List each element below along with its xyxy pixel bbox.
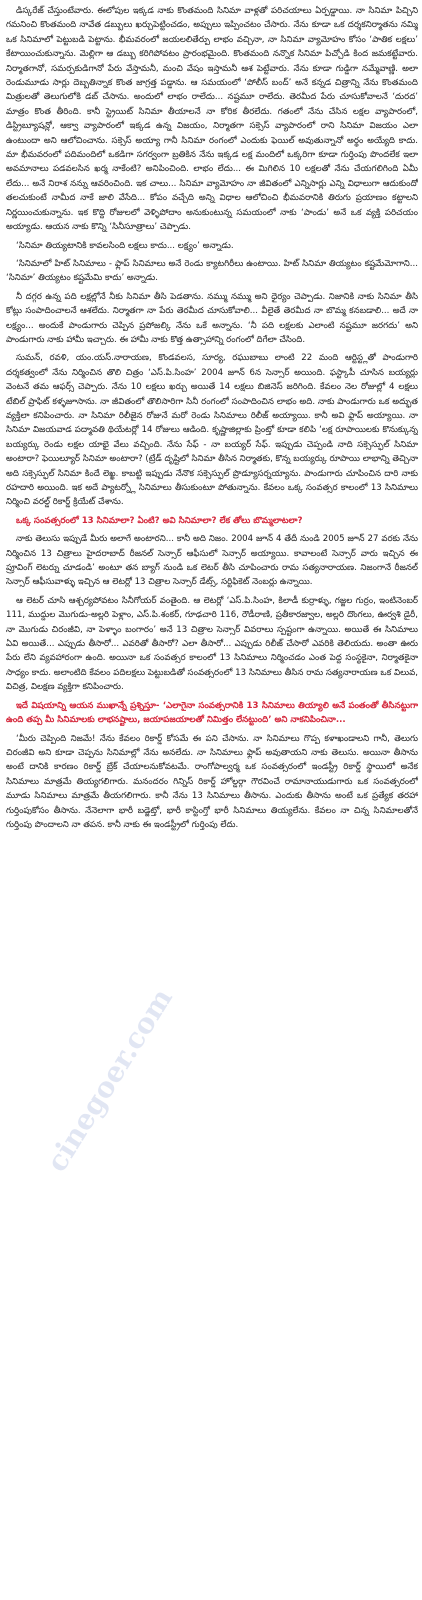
paragraph-3: ‘సినిమాలో హిట్ సినిమాలు - ఫ్లాప్ సినిమాలు అనే రెండు క్యాటగిరీలు ఉంటాయి. హిట్ సినిమా తియ్యటం కష్టమేమోగాని... ‘సినిమా’ తియ్యటం కష్టమేమి కాదు’ అన్నాడు. bbox=[6, 258, 418, 284]
watermark: cinegoer.com bbox=[40, 982, 179, 1178]
paragraph-10: ‘మీరు చెప్పింది నిజమే! నేను కేవలం రికార్డ్ కోసమే ఈ పని చేసాను. నా సినిమాలు గొప్ప కళాఖండాలని గానీ, తెలుగు చిరంజీవి అని కూడా చెప్పను సినిమాల్లో నేను అనలేదు. నా సినిమాలు ఫ్లాప్ అవుతాయని నాకు తెలుసు. అయినా తీసాను అంటే దానికి కారణం రికార్డ్ బ్రేక్ చేయాలనుకోవటమే. రాంగోపాల్వర్మ ఒక సంవత్సరంలో ఇండస్ట్రీ రికార్డ్ స్థాయిలో అనేక సినిమాలు మాత్రమే తియ్యగలిగారు. మనందరం గిన్నిస్ రికార్డ్ హోల్డర్గా గౌరవించే రామానాయుడుగారు ఒక సంవత్సరంలో మూడు సినిమాలు మాత్రమే తీయగలిగారు. కానీ నేను 13 సినిమాలు తీసాను. ఎందుకు తీసాను అంటే ఒక ప్రత్యేక తరహా గుర్తింపుకోసం తీసాను. నేనెలాగా భారీ బడ్జెట్తో, భారీ కాస్టింగ్తో భారీ సినిమాలు తియ్యలేను. కేవలం నా చిన్న సినిమాలతోనే గుర్తింపు పొందాలని నా తపన. కానీ నాకు ఈ ఇండస్ట్రీలో గుర్తింపు లేదు. bbox=[6, 733, 418, 830]
paragraph-1: డిస్కరేజ్ చేస్తుంటేవారు. ఈలోపుల ఇక్కడ నాకు కొంతమంది సినిమా వాళ్లతో పరిచయాలు ఏర్పడ్డాయి. నా సినిమా పిచ్చిని గమనించి కొంతమంది నావేత డబ్బులు ఖర్చుపెట్టించడం, అప్పులు ఇప్పించటం చేసారు. నేను కూడా ఒక దర్శకనిర్మాతను నమ్మి ఒక సినిమాలో పెట్టుబడి పెట్టాను. భీమవరంలో జయలలితేర్పు లాభం వచ్చినా, నా సినిమా వ్యామోహం కోసం ‘పాతిక లక్షలు’ కేటాయించుకున్నాను. మెల్లిగా ఆ డబ్బు కరిగిపోవటం ప్రారంభమైంది. కొంతమంది నన్నొక సినిమా పిచ్చోడి కింద జమకట్టేవారు. నిర్మాతగానో, సమర్పకుడిగానో పేరు వేస్తామనీ, మంచి వేషం ఇస్తామనీ ఆశ పెట్టేవారు. నేను కూడా గుడ్డిగా నమ్మేవాణ్ణి. అలా రెండుమూడు సార్లు దెబ్బతిన్నాక కొంత జాగ్రత్త పడ్డాను. ఆ సమయంలో ‘పోలీస్ బంద్’ అనే కన్నడ చిత్రాన్ని నేను కొంతమంది మిత్రులతో తెలుగులోకి డబ్ చేసాను. అందులో లాభం రాలేదు... నష్టమూ రాలేదు. తెరమీద పేరు చూసుకోవాలనే ‘దురద’ మాత్రం కొంత తీరింది. కానీ స్ట్రెయిట్ సినిమా తీయాలనే నా కోరిక తీరలేదు. గతంలో నేను చేసిన లక్షల వ్యాపారంలో, డిస్ట్రిబ్యూషన్లో, ఆక్వా వ్యాపారంలో ఇక్కడ ఉన్న విజయం, నిర్మాతగా సక్సెస్ వ్యాపారంలో రాని సినిమా విజయం ఎలా ఉంటుందా అని ఆలోచించాను. సక్సెస్ అయ్యా గానీ సినిమా రంగంలో ఎందుకు ఫెయిల్ అవుతున్నానో అర్థం అయ్యేది కాదు. మా భీమవరంలో పదిమందిలో ఒకడిగా సగర్వంగా బ్రతికిన నేను ఇక్కడ లక్ష మందిలో ఒక్కరిగా కూడా గుర్తింపు పొందలేక ఇలా అవమానాలు పడవలసిన ఖర్మ నాకేంటి? అనిపించింది. లాభం లేదు... ఈ మిగిలిన 10 లక్షలతో నేను చేయగలిగింది ఏమీ లేదు... అనే నిరాశ నన్ను ఆవరించింది. ఇక చాలు... సినిమా వ్యామోహం నా జీవితంలో ఎన్నిసార్లు ఎన్ని విధాలుగా ఆదుకుందో తలచుకుంటే నామీద నాకే జాలి వేసేది... కోపం వచ్చేది అన్ని విధాల ఆలోచించి భీమవరానికి తిరుగు ప్రయాణం కట్టాలని నిర్ణయించుకున్నాను. ఇక కొద్ది రోజులలో వెళ్ళిపోదాం అనుకుంటున్న సమయంలో నాకు ‘పాండు’ అనే ఒక వ్యక్తి పరిచయం అయ్యాడు. ఆయన నాకు కొన్ని ‘సినీసూత్రాలు’ చెప్పాడు. bbox=[6, 6, 418, 233]
highlight-interviewer-question: ఇదే విషయాన్ని ఆయన ముఖాన్నే ప్రశ్నిస్తూ- ‘ఎలాగైనా సంవత్సరానికి 13 సినిమాలు తియ్యాలి అనే పంతంతో తీసినట్టుగా ఉంది తప్ప మీ సినిమాలకు లాభనష్టాలు, జయాపజయాలతో నిమిత్తం లేనట్టుంది’ అని నాకనిపించినా... bbox=[6, 700, 418, 726]
paragraph-8: ఆ లెటర్ చూసి ఆశ్చర్యపోవటం సినీగోయర్ వంతైంది. ఆ లెటర్లో ‘ఎస్.పి.సింహ, కిలాడీ కుర్రాళ్ళు, గజ్జల గుర్రం, ఇంటినెంబర్ 111, ముద్దుల మొగుడు-అల్లరి పెళ్లాం, ఎస్.పి.శంకర్, గూఢచారి 116, రౌడీరాణి, ప్రతీకారజ్వాల, అల్లరి దొంగలు, ఊర్వశి డైరీ, నా మొగుడు చిరంజీవి, నా పెళ్ళాం బంగారం’ అనే 13 చిత్రాల సెన్సార్ వివరాలు స్పష్టంగా ఉన్నాయి. అయితే ఈ సినిమాలు ఏవి అయితే... ఎప్పుడు తీసారో... ఎవరితో తీసారో? ఎలా తీసారో... ఎప్పుడు రిలీజ్ చేసారో ఎవరికి తెలియదు. అంతా ఊరు పేరు లేని వ్యవహారంగా ఉంది. అయినా ఒక సంవత్సర కాలంలో 13 సినిమాలు నిర్మించడం ఎంత పెద్ద సంస్థకైనా, నిర్మాతకైనా సాధ్యం కాదు. అలాంటిది కేవలం పదిలక్షలు పెట్టుబడితో సంవత్సరంలో 13 సినిమాలు తీసిన రామ సత్యనారాయణ ఒక విలువ, విచిత్ర, విలక్షణ వ్యక్తిగా కనిపించారు. bbox=[6, 595, 418, 693]
paragraph-7: నాకు తెలుసు ఇప్పుడే మీరు అలాగే అంటారని... కానీ అది నిజం. 2004 జూన్ 4 తేదీ నుండి 2005 జూన్ 27 వరకు నేను నిర్మించిన 13 చిత్రాలు హైదరాబాద్ రీజనల్ సెన్సార్ ఆఫీసులో సెన్సార్ అయ్యాయి. కావాలంటే సెన్సార్ వారు ఇచ్చిన ఈ ప్రూవింగ్ లెటర్ను చూడండి’ అంటూ తన బ్యాగ్ నుండి ఒక లెటర్ తీసి చూపించారు రామ సత్యనారాయణ. నిజంగానే రీజనల్ సెన్సార్ ఆఫీసువాళ్ళు ఇచ్చిన ఆ లెటర్లో 13 చిత్రాల సెన్సార్ డేట్స్, సర్టిఫికెట్ నెంబర్లు ఉన్నాయి. bbox=[6, 534, 418, 588]
paragraph-5: సుమన్, రవళి, యం.యస్.నారాయణ, కొండవలస, సూర్య, రఘుబాబు లాంటి 22 మంది ఆర్టిస్ట్లతో పాండుగారి దర్శకత్వంలో నేను నిర్మించిన తొలి చిత్రం ‘ఎస్.పి.సింహ’ 2004 జూన్ 6న సెన్సార్ అయింది. ఫస్ట్కాపీ చూసిన బయ్యర్లు వెంటనే తమ ఆఫర్స్ చెప్పారు. నేను 10 లక్షలు ఖర్చు అయితే 14 లక్షలు బిజినెస్ జరిగింది. కేవలం నెల రోజుల్లో 4 లక్షలు టేబిల్ ప్రాఫిట్ కళ్ళజూసాను. నా జీవితంలో తొలిసారిగా సినీ రంగంలో సంపాదించిన లాభం అది. నాకు పాండుగారు ఒక అద్భుత వ్యక్తిలా కనిపించారు. నా సినిమా రిలీజైన రోజునే మరో రెండు సినిమాలు రిలీజ్ అయ్యాయి. కానీ అవి ఫ్లాప్ అయ్యాయి. నా సినిమా విజయవాడ పద్మావతి థియేటర్లో 14 రోజులు ఆడింది. కృష్ణాజిల్లాకు ప్రింట్తో కూడా కలిపి ‘లక్ష రూపాయిలకు కొనుక్కున్న బయ్యర్కు రెండు లక్షల యాభై వేలు వచ్చింది. నేను సేఫ్ - నా బయ్యర్ సేఫ్. ఇప్పుడు చెప్పండి నాది సక్సెస్ఫుల్ సినిమా అంటారా? ఫెయిల్యూర్ సినిమా అంటారా? (ట్రేడ్ దృష్టిలో సినిమా తీసిన నిర్మాతకు, కొన్న బయ్యర్కు రూపాయి లాభాన్ని తెచ్చినా అది సక్సెస్ఫుల్ సినిమా కిందే లెఖ్ఖ. కాబట్టి ఇప్పుడు నేనొక సక్సెస్ఫుల్ ప్రొడ్యూసర్నయ్యాను. పాండుగారు చూపించిన దారి నాకు రహదారి అయింది. ఇక అదే ప్యాటర్న్లో సినిమాలు తీసుకుంటూ పోతున్నాను. కేవలం ఒక్క సంవత్సర కాలంలో 13 సినిమాలు నిర్మించి వరల్డ్ రికార్డ్ క్రియేట్ చేశాను. bbox=[6, 353, 418, 508]
highlight-question: ఒక్క సంవత్సరంలో 13 సినిమాలా? ఏంటి? అవి సినిమాలా? లేక తోలు బొమ్మలాటలా? bbox=[16, 515, 303, 526]
paragraph-2: ‘సినిమా తియ్యటానికి కావలసింది లక్షలు కాదు... లక్ష్యం’ అన్నాడు. bbox=[16, 240, 234, 251]
paragraph-4: నీ దగ్గర ఉన్న పది లక్షల్లోనే నీకు సినిమా తీసి పెడతాను. నమ్ము నమ్ము అని ధైర్యం చెప్పాడు. నిజానికి నాకు సినిమా తీసి కోట్లు సంపాదించాలనే ఆశలేదు. నిర్మాతగా నా పేరు తెరమీద చూసుకోవాలి... వీలైతే తెరమీద నా బొమ్మ కనబడాలి... అదే నా లక్ష్యం... అందుకే పాండుగారు చెప్పిన ప్రపోజల్కి నేను ఒకే అన్నాను. ‘నీ పది లక్షలకు ఎలాంటి నష్టమూ జరగదు’ అని పాండుగారు నాకు హామీ ఇచ్చారు. ఈ హామీ నాకు కొత్త ఉత్సాహాన్ని రంగంలో దిగేలా చేసింది. bbox=[6, 291, 418, 345]
article-body bbox=[6, 4, 418, 1596]
